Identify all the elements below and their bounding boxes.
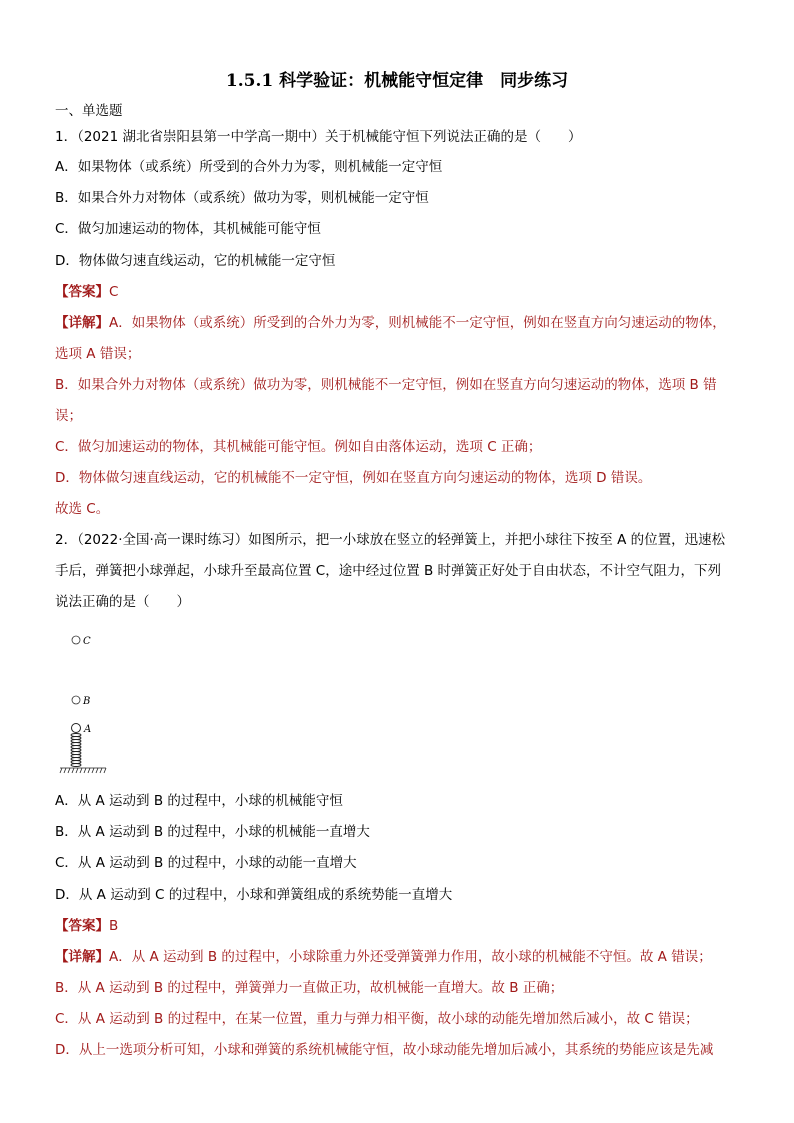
- ball-position-b: [72, 696, 80, 704]
- q1-detail-line: B．如果合外力对物体（或系统）做功为零，则机械能不一定守恒，例如在竖直方向匀速运动的物体，选项 B 错: [55, 377, 717, 393]
- q1-detail-line: [55, 313, 726, 333]
- section-heading: 一、单选题: [55, 103, 123, 119]
- q1-detail-line: 选项 A 错误；: [55, 346, 141, 362]
- q1-option-a: A．如果物体（或系统）所受到的合外力为零，则机械能一定守恒: [55, 159, 443, 175]
- q1-option-c: C．做匀加速运动的物体，其机械能可能守恒: [55, 221, 321, 237]
- q1-answer: [55, 282, 118, 302]
- q2-option-d: D．从 A 运动到 C 的过程中，小球和弹簧组成的系统势能一直增大: [55, 887, 453, 903]
- q2-stem-line: 说法正确的是（ ）: [55, 594, 190, 610]
- q1-detail-line: 故选 C。: [55, 501, 110, 517]
- q2-option-a: A．从 A 运动到 B 的过程中，小球的机械能守恒: [55, 793, 343, 809]
- q1-option-b: B．如果合外力对物体（或系统）做功为零，则机械能一定守恒: [55, 190, 429, 206]
- q2-answer: [55, 916, 118, 936]
- ball-position-c: [72, 636, 80, 644]
- ground: [60, 768, 106, 773]
- q2-detail-line: B．从 A 运动到 B 的过程中，弹簧弹力一直做正功，故机械能一直增大。故 B 正确；: [55, 980, 564, 996]
- q1-detail-line: C．做匀加速运动的物体，其机械能可能守恒。例如自由落体运动，选项 C 正确；: [55, 439, 542, 455]
- q2-detail-line: C．从 A 运动到 B 的过程中，在某一位置，重力与弹力相平衡，故小球的动能先增加然后减小，故 C 错误；: [55, 1011, 699, 1027]
- q2-option-c: C．从 A 运动到 B 的过程中，小球的动能一直增大: [55, 855, 357, 871]
- page-title: 1.5.1 科学验证：机械能守恒定律 同步练习: [225, 71, 569, 91]
- q2-stem-line: 2．（2022·全国·高一课时练习）如图所示，把一小球放在竖立的轻弹簧上，并把小球往下按至 A 的位置，迅速松: [55, 532, 726, 548]
- q1-detail-line: 误；: [55, 408, 82, 424]
- q2-option-b: B．从 A 运动到 B 的过程中，小球的机械能一直增大: [55, 824, 370, 840]
- label-a: A: [84, 724, 92, 735]
- label-b: B: [83, 696, 91, 707]
- q2-detail-line: [55, 947, 712, 967]
- q2-stem-line: 手后，弹簧把小球弹起，小球升至最高位置 C，途中经过位置 B 时弹簧正好处于自由状态，不计空气阻力，下列: [55, 563, 722, 579]
- q1-option-d: D．物体做匀速直线运动，它的机械能一定守恒: [55, 253, 336, 269]
- q1-detail-line: D．物体做匀速直线运动，它的机械能不一定守恒，例如在竖直方向匀速运动的物体，选项 D 错误。: [55, 470, 652, 486]
- answer-value: C: [109, 284, 119, 300]
- spring: [71, 734, 81, 767]
- answer-tag: 【答案】: [55, 918, 109, 934]
- detail-tag: 【详解】: [55, 315, 109, 331]
- q1-stem: 1．（2021 湖北省崇阳县第一中学高一期中）关于机械能守恒下列说法正确的是（ ）: [55, 129, 582, 145]
- ball-position-a: [72, 724, 81, 733]
- detail-tag: 【详解】: [55, 949, 109, 965]
- answer-value: B: [109, 918, 119, 934]
- label-c: C: [83, 636, 91, 647]
- spring-ball-figure: [58, 628, 118, 778]
- detail-text: A．如果物体（或系统）所受到的合外力为零，则机械能不一定守恒，例如在竖直方向匀速运动的物体，: [109, 315, 726, 331]
- answer-tag: 【答案】: [55, 284, 109, 300]
- q2-detail-line: D．从上一选项分析可知，小球和弹簧的系统机械能守恒，故小球动能先增加后减小，其系统的势能应该是先减: [55, 1042, 714, 1058]
- detail-text: A．从 A 运动到 B 的过程中，小球除重力外还受弹簧弹力作用，故小球的机械能不守恒。故 A 错误；: [109, 949, 712, 965]
